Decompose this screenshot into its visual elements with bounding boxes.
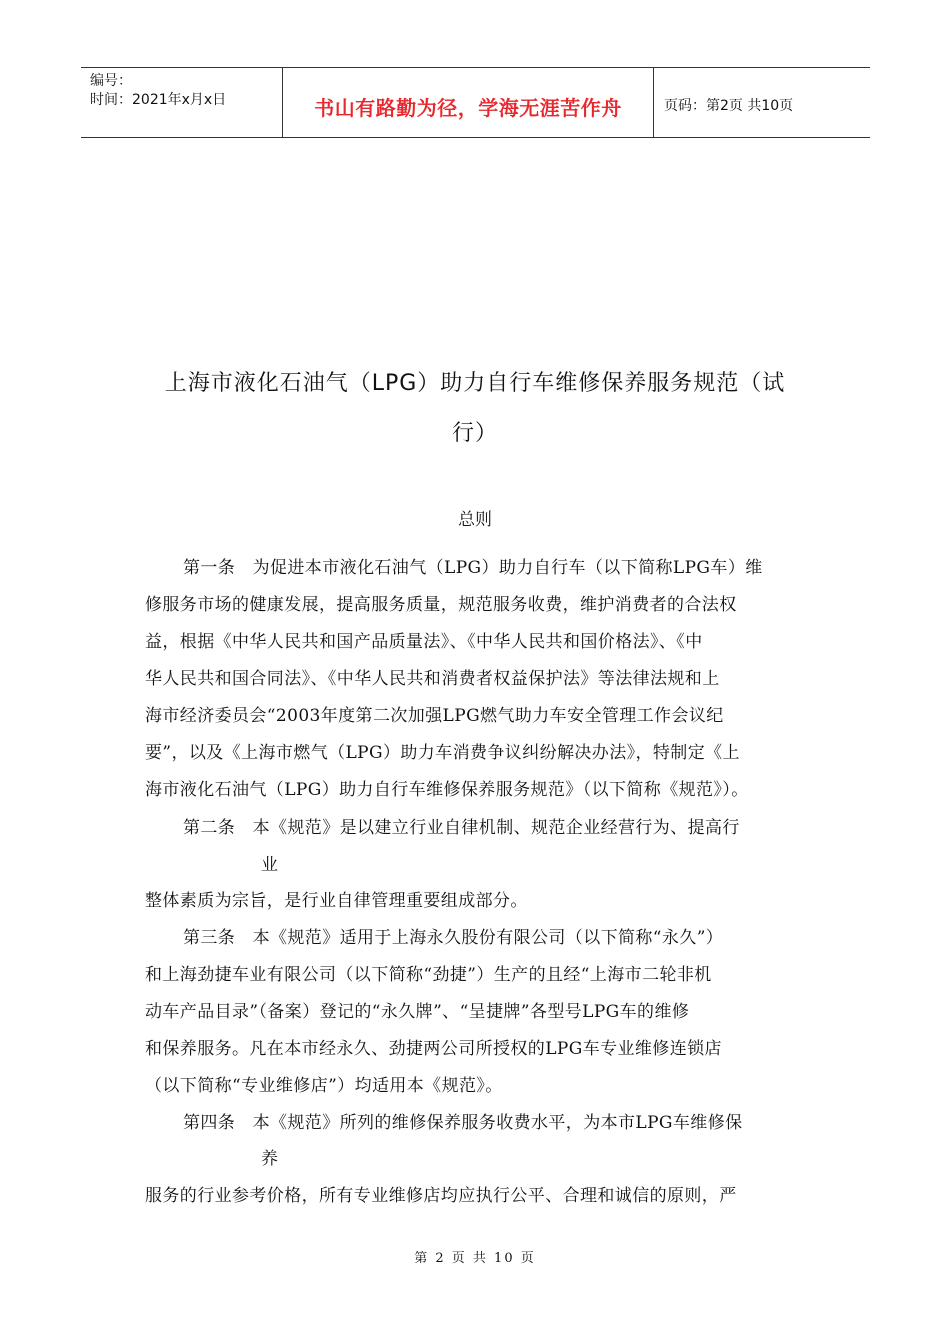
- body-line-13: 动车产品目录”（备案）登记的“永久牌”、“呈捷牌”各型号LPG车的维修: [145, 1002, 690, 1022]
- body-line-5: 海市经济委员会“2003年度第二次加强LPG燃气助力车安全管理工作会议纪: [145, 706, 724, 726]
- header-middle-cell: [283, 68, 654, 137]
- body-line-7: 海市液化石油气（LPG）助力自行车维修保养服务规范》（以下简称《规范》）。: [145, 780, 749, 800]
- body-line-17: 养: [261, 1149, 279, 1169]
- body-line-11: 第三条 本《规范》适用于上海永久股份有限公司（以下简称“永久”）: [183, 928, 724, 948]
- body-line-4: 华人民共和国合同法》、《中华人民共和消费者权益保护法》等法律法规和上: [145, 669, 720, 689]
- header-right-cell: [654, 68, 870, 137]
- body-line-12: 和上海劲捷车业有限公司（以下简称“劲捷”）生产的且经“上海市二轮非机: [145, 965, 712, 985]
- header-motto: 书山有路勤为径，学海无涯苦作舟: [314, 96, 622, 120]
- body-line-1: 第一条 为促进本市液化石油气（LPG）助力自行车（以下简称LPG车）维: [183, 558, 763, 578]
- body-line-15: （以下简称“专业维修店”）均适用本《规范》。: [145, 1076, 503, 1096]
- body-line-8: 第二条 本《规范》是以建立行业自律机制、规范企业经营行为、提高行: [183, 818, 740, 838]
- body-line-16: 第四条 本《规范》所列的维修保养服务收费水平，为本市LPG车维修保: [183, 1113, 743, 1133]
- number-label: 编号：: [90, 73, 132, 89]
- body-line-2: 修服务市场的健康发展，提高服务质量，规范服务收费，维护消费者的合法权: [145, 595, 737, 615]
- document-title-line-2: 行）: [451, 421, 498, 446]
- body-line-18: 服务的行业参考价格，所有专业维修店均应执行公平、合理和诚信的原则，严: [145, 1186, 737, 1206]
- body-line-9: 业: [261, 855, 279, 875]
- time-label: 时间：2021年x月x日: [90, 92, 227, 108]
- body-line-14: 和保养服务。凡在本市经永久、劲捷两公司所授权的LPG车专业维修连锁店: [145, 1039, 722, 1059]
- body-line-10: 整体素质为宗旨，是行业自律管理重要组成部分。: [145, 891, 528, 911]
- header-table: [81, 67, 870, 138]
- body-line-3: 益，根据《中华人民共和国产品质量法》、《中华人民共和国价格法》、《中: [145, 632, 703, 652]
- header-left-cell: [81, 68, 283, 137]
- document-title-line-1: 上海市液化石油气（LPG）助力自行车维修保养服务规范（试: [164, 371, 786, 396]
- section-heading: 总则: [458, 510, 492, 530]
- body-line-6: 要”，以及《上海市燃气（LPG）助力车消费争议纠纷解决办法》，特制定《上: [145, 743, 740, 763]
- header-page-info: 页码：第2页 共10页: [664, 98, 794, 114]
- page-footer: 第 2 页 共 10 页: [414, 1251, 536, 1266]
